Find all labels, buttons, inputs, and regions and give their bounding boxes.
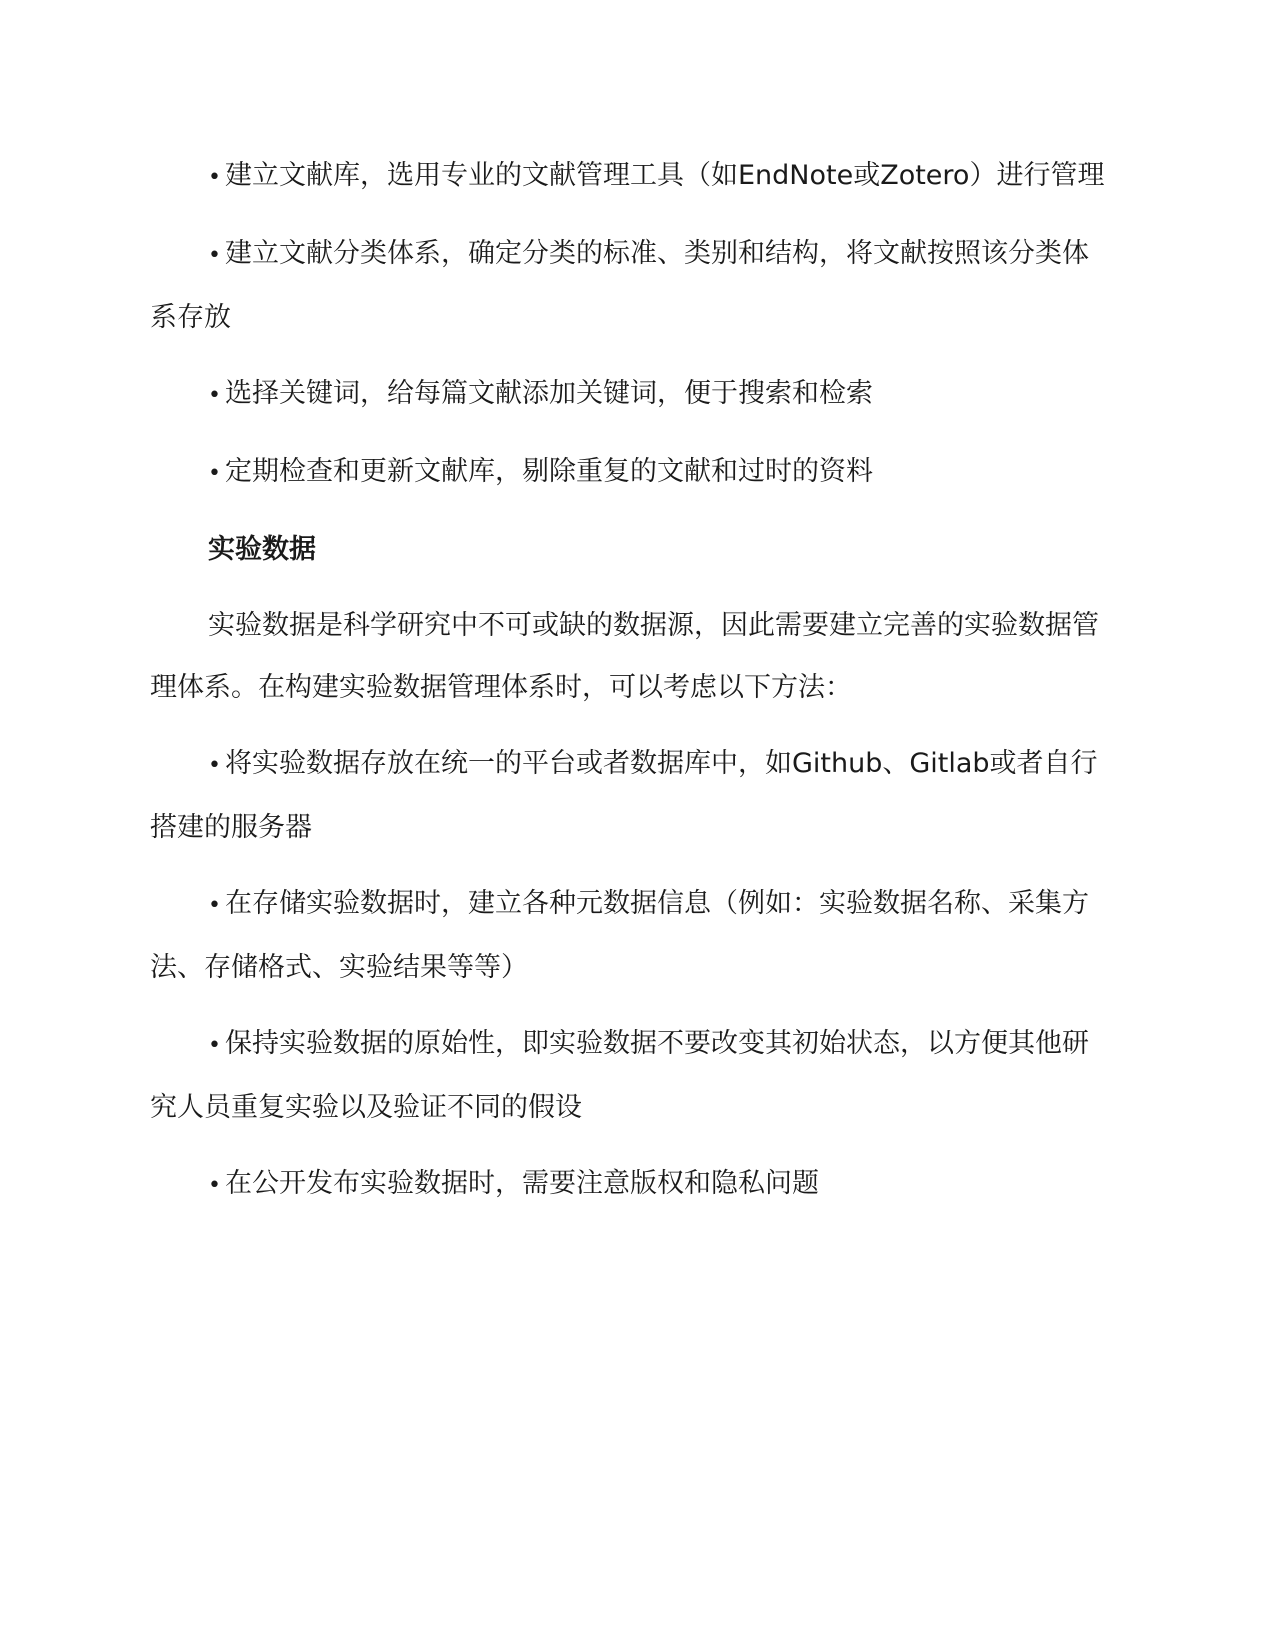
section-heading: 实验数据: [208, 534, 316, 565]
bullet-item: [150, 733, 1110, 859]
bullet-symbol: •: [208, 753, 221, 778]
bullet-symbol: •: [208, 893, 221, 918]
bullet-text: 在公开发布实验数据时，需要注意版权和隐私问题: [224, 1168, 819, 1199]
intro-paragraph: 实验数据是科学研究中不可或缺的数据源，因此需要建立完善的实验数据管理体系。在构建实验数据管理体系时，可以考虑以下方法：: [150, 610, 1099, 703]
bullet-symbol: •: [208, 165, 221, 190]
bullet-symbol: •: [208, 1033, 221, 1058]
bullet-symbol: •: [208, 243, 221, 268]
bullet-text: 保持实验数据的原始性，即实验数据不要改变其初始状态，以方便其他研究人员重复实验以及验证不同的假设: [150, 1028, 1089, 1123]
bullet-text: 将实验数据存放在统一的平台或者数据库中，如Github、Gitlab或者自行搭建的服务器: [150, 748, 1098, 843]
bullet-symbol: •: [208, 461, 221, 486]
bullet-item: [150, 441, 1110, 505]
bullet-text: 选择关键词，给每篇文献添加关键词，便于搜索和检索: [224, 378, 873, 409]
bullet-text: 定期检查和更新文献库，剔除重复的文献和过时的资料: [224, 456, 873, 487]
document-body: [150, 145, 1110, 1231]
bullet-item: [150, 873, 1110, 999]
bullet-text: 在存储实验数据时，建立各种元数据信息（例如：实验数据名称、采集方法、存储格式、实验结果等等）: [150, 888, 1089, 983]
bullet-item: [150, 1013, 1110, 1139]
bullet-item: [150, 145, 1110, 209]
bullet-symbol: •: [208, 1173, 221, 1198]
bullet-text: 建立文献分类体系，确定分类的标准、类别和结构，将文献按照该分类体系存放: [150, 238, 1089, 333]
bullet-item: [150, 363, 1110, 427]
bullet-item: [150, 223, 1110, 349]
bullet-item: [150, 1153, 1110, 1217]
bullet-text: 建立文献库，选用专业的文献管理工具（如EndNote或Zotero）进行管理: [224, 160, 1105, 191]
bullet-symbol: •: [208, 383, 221, 408]
